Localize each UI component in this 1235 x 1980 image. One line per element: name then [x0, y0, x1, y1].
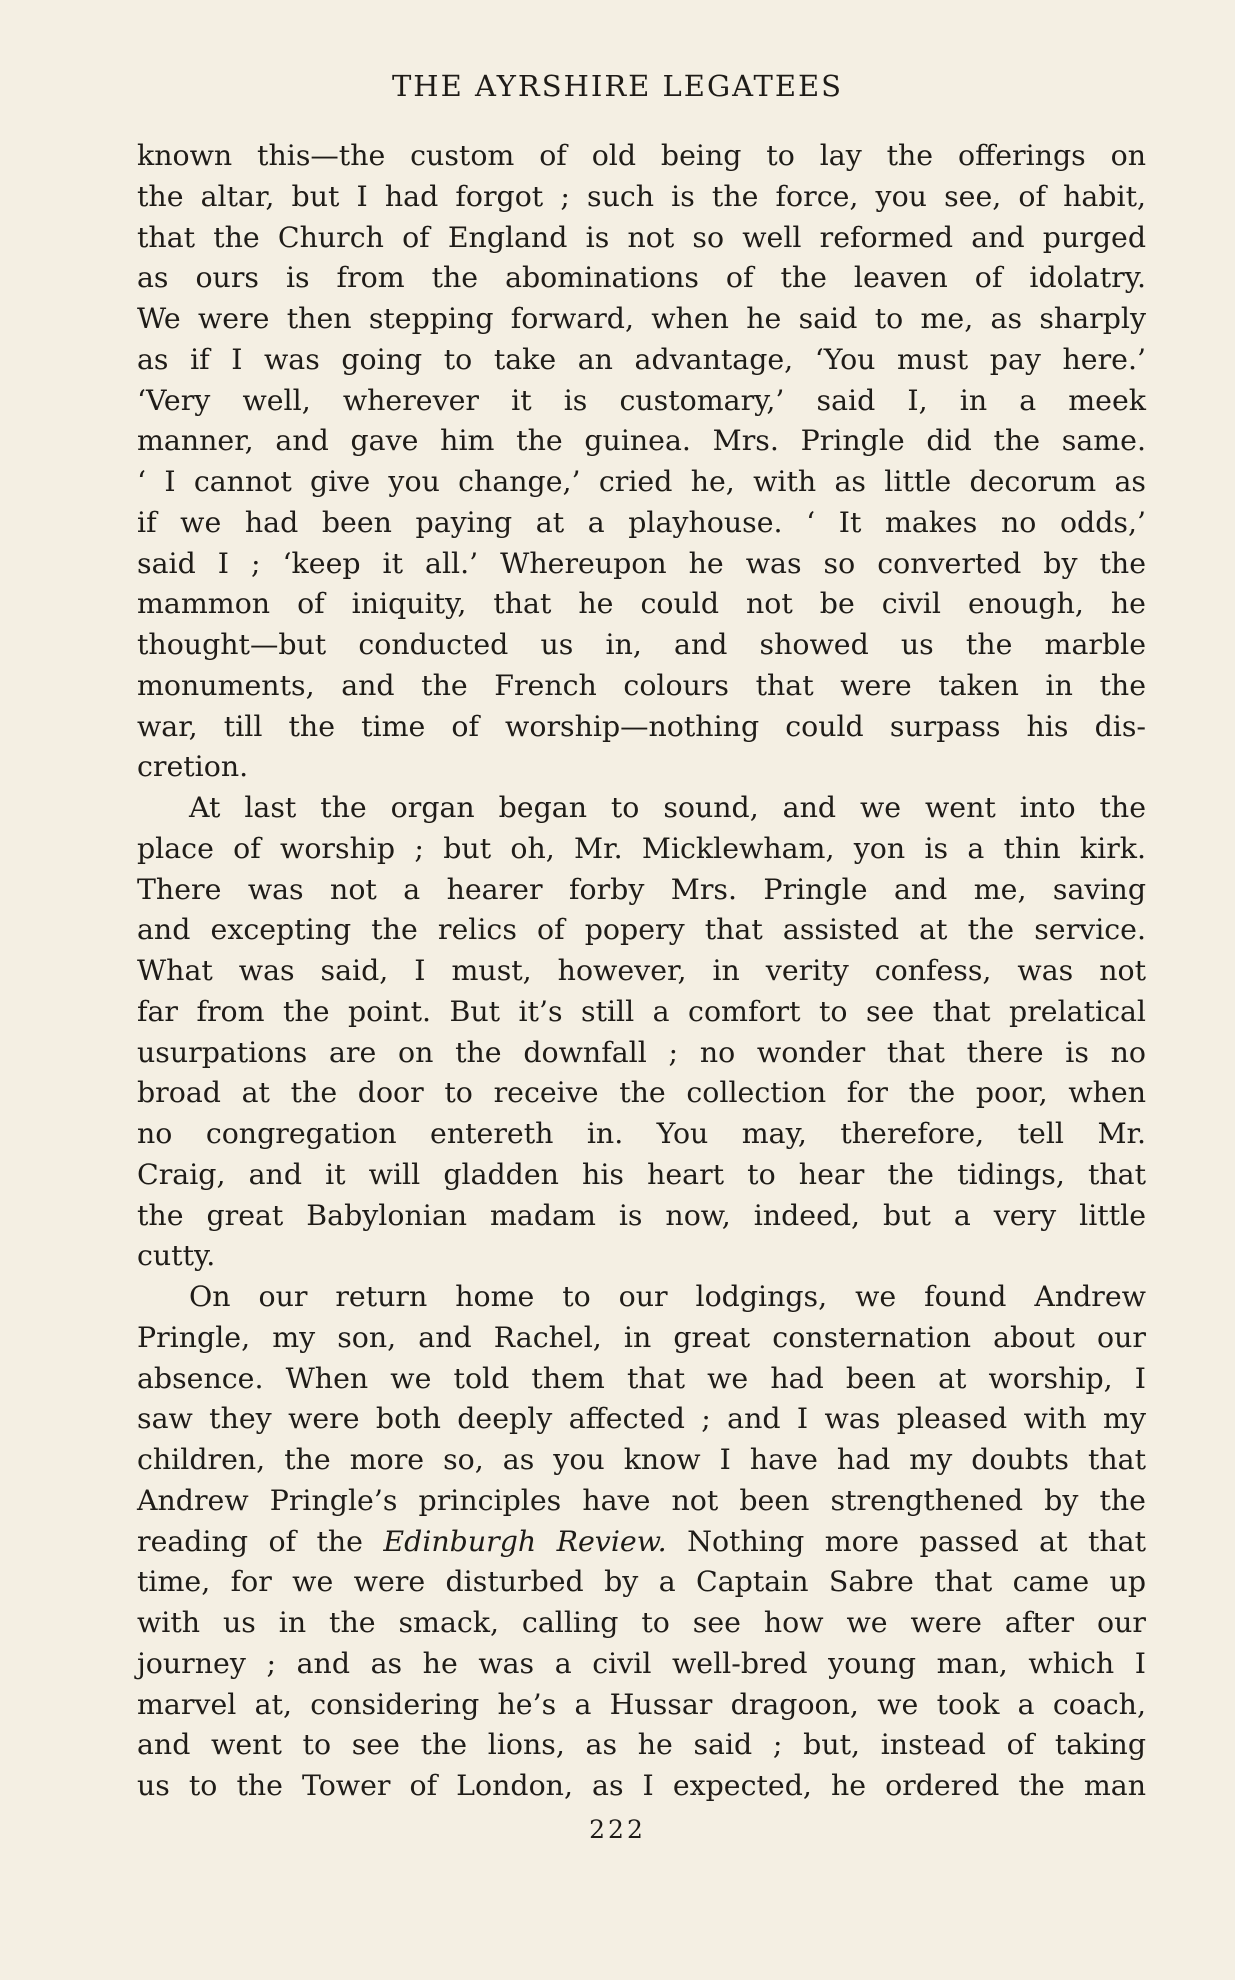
text-line: manner, and gave him the guinea. Mrs. Pringle did the same. [137, 424, 1146, 458]
text-line: Andrew Pringle’s principles have not been strengthened by the [137, 1483, 1146, 1517]
text-line: ‘ I cannot give you change,’ cried he, with as little decorum as [137, 465, 1146, 498]
text-line: the great Babylonian madam is now, indeed, but a very little [137, 1198, 1146, 1232]
text-line: broad at the door to receive the collection for the poor, when [137, 1076, 1146, 1110]
text-line: us to the Tower of London, as I expected, he ordered the man [137, 1769, 1146, 1802]
text-line: thought—but conducted us in, and showed us the marble [137, 628, 1146, 661]
text-line: On our return home to our lodgings, we found Andrew [189, 1280, 1146, 1313]
body-text [137, 136, 1146, 1807]
text-line: cutty. [137, 1239, 216, 1273]
text-line: with us in the smack, calling to see how we were after our [137, 1606, 1146, 1639]
paragraph [137, 1277, 1146, 1807]
text-line: time, for we were disturbed by a Captain Sabre that came up [137, 1565, 1146, 1599]
text-line: children, the more so, as you know I have had my doubts that [137, 1443, 1146, 1476]
text-run: Nothing more passed at that [666, 1524, 1146, 1558]
text-line: At last the organ began to sound, and we went into the [189, 791, 1146, 824]
running-head: THE AYRSHIRE LEGATEES [391, 69, 844, 103]
text-line: Pringle, my son, and Rachel, in great consternation about our [137, 1320, 1146, 1354]
text-line: said I ; ‘keep it all.’ Whereupon he was so converted by the [137, 546, 1146, 580]
paragraph [137, 136, 1146, 788]
text-line: place of worship ; but oh, Mr. Micklewham, yon is a thin kirk. [137, 831, 1146, 865]
text-line: and went to see the lions, as he said ; but, instead of taking [137, 1728, 1146, 1762]
text-line: cretion. [137, 750, 249, 784]
text-line: There was not a hearer forby Mrs. Pringle and me, saving [137, 872, 1146, 906]
text-line: mammon of iniquity, that he could not be civil enough, he [137, 587, 1146, 621]
text-line: What was said, I must, however, in verity confess, was not [137, 954, 1146, 987]
text-line: Craig, and it will gladden his heart to hear the tidings, that [137, 1157, 1146, 1191]
text-line: as if I was going to take an advantage, ‘You must pay here.’ [137, 342, 1146, 376]
page-number: 222 [589, 1815, 646, 1844]
text-line: marvel at, considering he’s a Hussar dragoon, we took a coach, [137, 1687, 1146, 1721]
text-line: as ours is from the abominations of the leaven of idolatry. [137, 261, 1146, 295]
text-line: war, till the time of worship—nothing could surpass his dis- [137, 709, 1146, 743]
text-line: monuments, and the French colours that were taken in the [137, 668, 1146, 702]
text-line: ‘Very well, wherever it is customary,’ said I, in a meek [137, 383, 1146, 417]
text-line: saw they were both deeply affected ; and I was pleased with my [137, 1402, 1146, 1436]
paragraph [137, 788, 1146, 1277]
text-line: no congregation entereth in. You may, therefore, tell Mr. [137, 1117, 1146, 1150]
text-line: the altar, but I had forgot ; such is the force, you see, of habit, [137, 179, 1146, 213]
periodical-title: Edinburgh Review. [383, 1524, 667, 1558]
text-line: We were then stepping forward, when he said to me, as sharply [137, 302, 1146, 335]
text-line: usurpations are on the downfall ; no wonder that there is no [137, 1035, 1146, 1069]
text-line: journey ; and as he was a civil well-bred young man, which I [137, 1646, 1146, 1680]
text-line: and excepting the relics of popery that assisted at the service. [137, 913, 1146, 947]
text-line: if we had been paying at a playhouse. ‘ It makes no odds,’ [137, 505, 1146, 539]
text-run: reading of the [137, 1524, 384, 1558]
text-line-with-title [137, 1522, 1146, 1563]
text-line: far from the point. But it’s still a comfort to see that prelatical [137, 994, 1146, 1028]
text-line: known this—the custom of old being to lay the offerings on [137, 139, 1146, 172]
text-line: that the Church of England is not so well reformed and purged [137, 220, 1146, 254]
text-line: absence. When we told them that we had been at worship, I [137, 1361, 1146, 1395]
